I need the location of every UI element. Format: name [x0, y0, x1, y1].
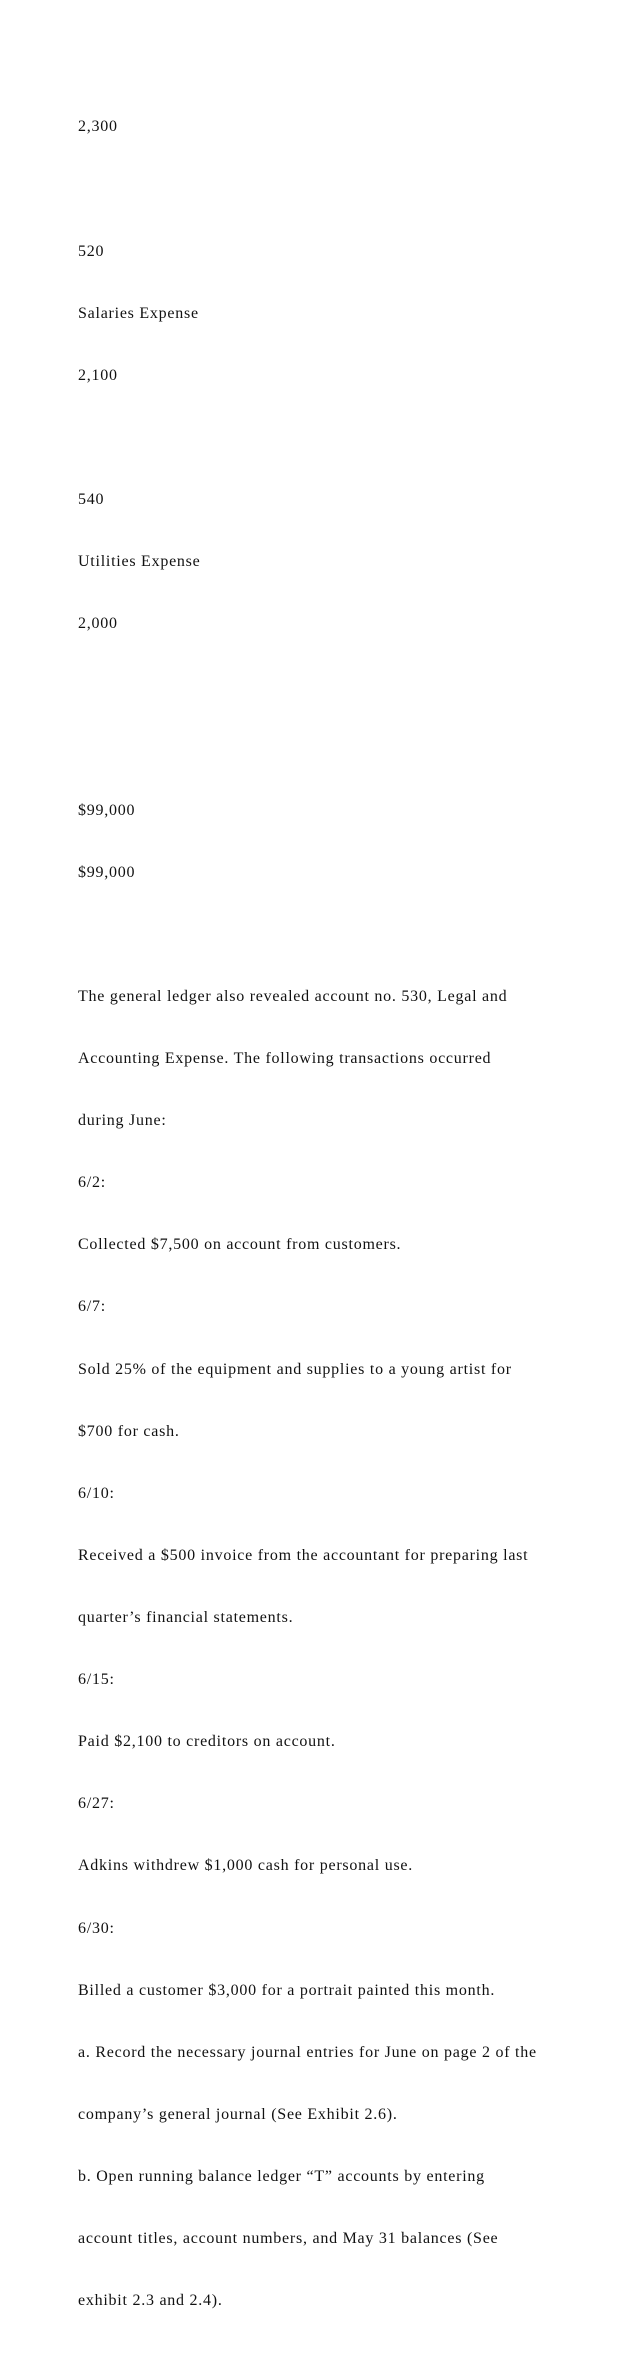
text-line: 6/10: [78, 1484, 115, 1502]
text-line: 2,300 [78, 118, 118, 136]
document-text [78, 76, 618, 2353]
blank-line [78, 676, 618, 697]
text-line: quarter’s financial statements. [78, 1608, 294, 1626]
blank-line [78, 925, 618, 946]
text-line: Salaries Expense [78, 304, 199, 322]
text-line: exhibit 2.3 and 2.4). [78, 2292, 223, 2310]
text-line: 6/7: [78, 1298, 106, 1316]
text-line: 6/27: [78, 1795, 115, 1813]
blank-line [78, 180, 618, 201]
text-line: 2,000 [78, 615, 118, 633]
text-line: company’s general journal (See Exhibit 2.6). [78, 2105, 398, 2123]
text-line: Collected $7,500 on account from customers. [78, 1236, 402, 1254]
text-line: 6/30: [78, 1919, 115, 1937]
text-line: Adkins withdrew $1,000 cash for personal use. [78, 1857, 414, 1875]
blank-line [78, 428, 618, 449]
text-line: a. Record the necessary journal entries for June on page 2 of the [78, 2043, 537, 2061]
text-line: 6/2: [78, 1174, 106, 1192]
text-line: Utilities Expense [78, 553, 201, 571]
text-line: Sold 25% of the equipment and supplies to a young artist for [78, 1360, 512, 1378]
text-line: Billed a customer $3,000 for a portrait painted this month. [78, 1981, 496, 1999]
text-line: The general ledger also revealed account no. 530, Legal and [78, 987, 508, 1005]
text-line: Accounting Expense. The following transactions occurred [78, 1049, 492, 1067]
text-line: 2,100 [78, 366, 118, 384]
text-line: 540 [78, 491, 105, 509]
text-line: Paid $2,100 to creditors on account. [78, 1733, 336, 1751]
text-line: $99,000 [78, 863, 136, 881]
text-line: 520 [78, 242, 105, 260]
text-line: $700 for cash. [78, 1422, 180, 1440]
text-line: $99,000 [78, 801, 136, 819]
text-line: Received a $500 invoice from the accountant for preparing last [78, 1546, 529, 1564]
text-line: account titles, account numbers, and May 31 balances (See [78, 2230, 499, 2248]
text-line: 6/15: [78, 1671, 115, 1689]
text-line: b. Open running balance ledger “T” accounts by entering [78, 2167, 485, 2185]
blank-line [78, 738, 618, 759]
text-line: during June: [78, 1112, 167, 1130]
